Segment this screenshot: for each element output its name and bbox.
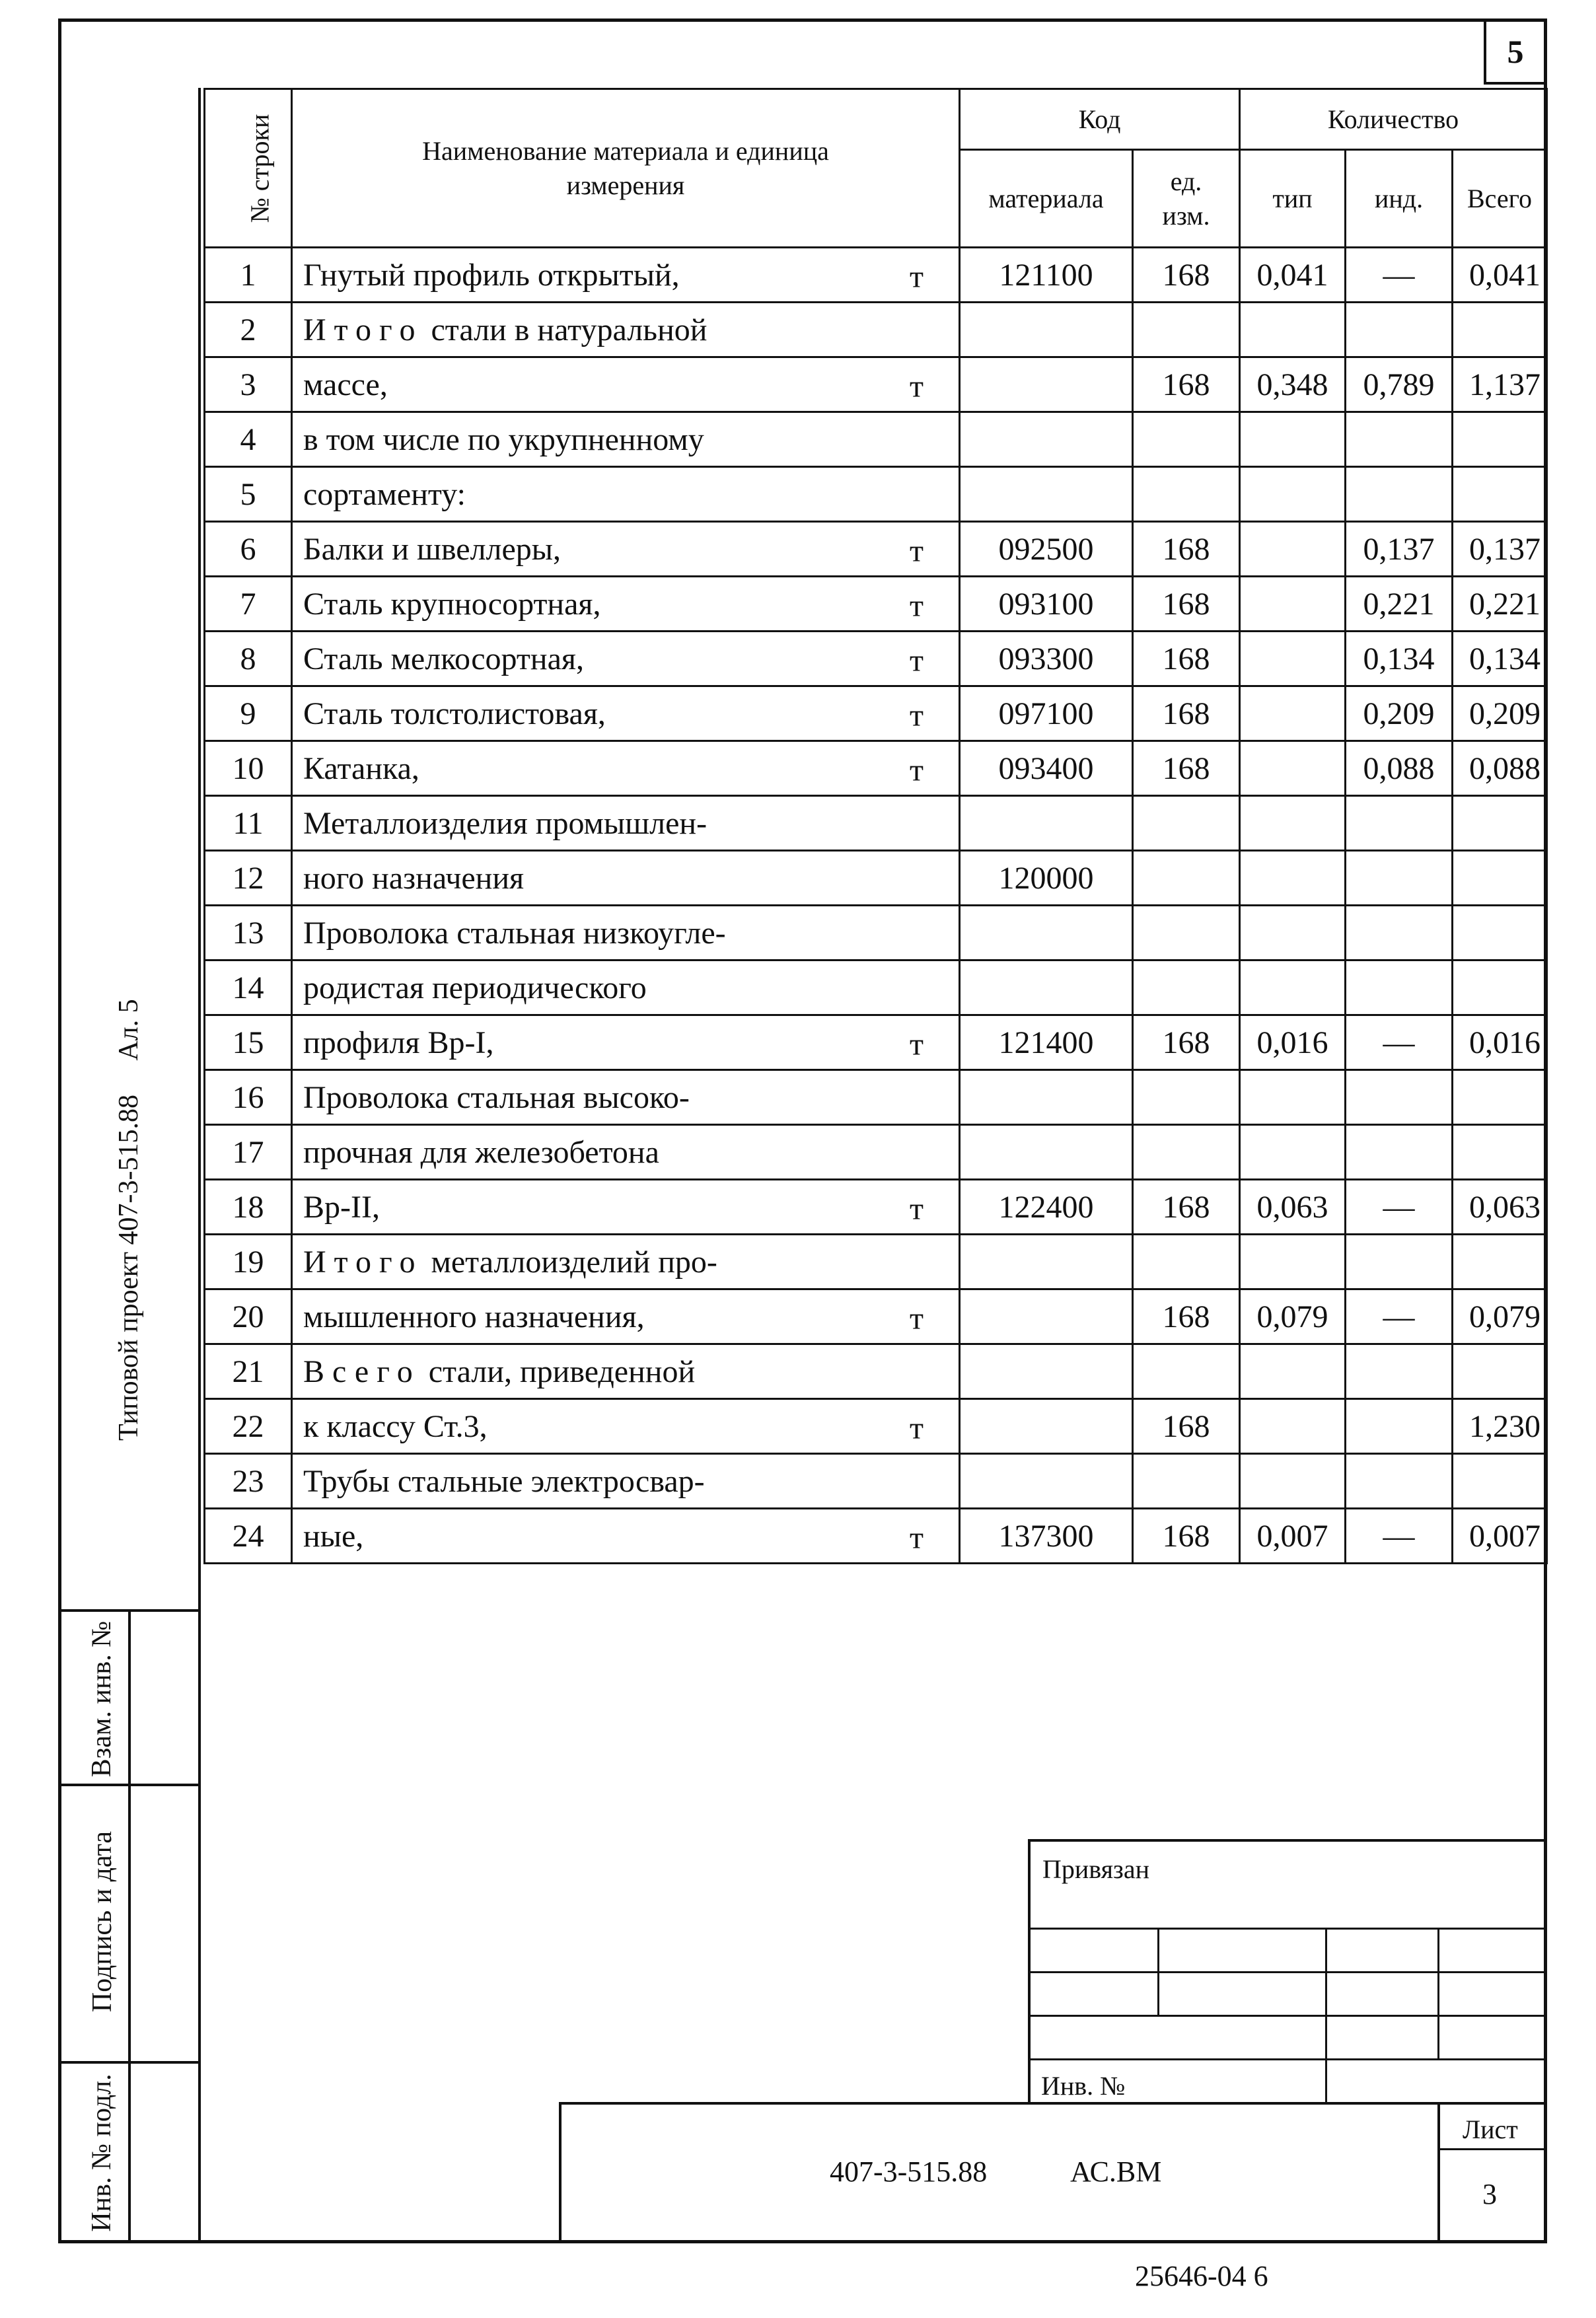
row-unit: т	[910, 698, 924, 733]
row-unit-code: 168	[1133, 522, 1240, 577]
row-qty-ind: —	[1346, 1289, 1453, 1344]
row-name: массе,	[303, 367, 388, 402]
row-qty-total	[1453, 467, 1547, 522]
row-qty-total: 0,137	[1453, 522, 1547, 577]
row-unit-code: 168	[1133, 357, 1240, 412]
margin-label-podpis: Подпись и дата	[87, 1830, 118, 2013]
row-name-cell	[292, 1509, 960, 1564]
table-row	[205, 577, 1547, 632]
row-qty-ind: —	[1346, 1509, 1453, 1564]
row-qty-total: 0,221	[1453, 577, 1547, 632]
row-number: 24	[205, 1509, 292, 1564]
row-qty-ind: 0,209	[1346, 686, 1453, 741]
row-material-code	[960, 303, 1133, 357]
row-material-code: 093300	[960, 632, 1133, 686]
row-unit-code	[1133, 906, 1240, 960]
row-name-cell	[292, 632, 960, 686]
row-qty-ind: 0,221	[1346, 577, 1453, 632]
row-unit-code: 168	[1133, 1289, 1240, 1344]
row-material-code: 097100	[960, 686, 1133, 741]
margin-inner-divider	[128, 1612, 131, 2241]
row-name-spaced: Всего	[303, 1354, 421, 1389]
row-name-cell	[292, 1070, 960, 1125]
row-material-code	[960, 1399, 1133, 1454]
row-qty-total: 0,209	[1453, 686, 1547, 741]
table-row	[205, 303, 1547, 357]
row-unit: т	[910, 1410, 924, 1446]
row-name-cell	[292, 1235, 960, 1289]
row-qty-total: 1,230	[1453, 1399, 1547, 1454]
row-unit-code: 168	[1133, 686, 1240, 741]
row-number: 18	[205, 1180, 292, 1235]
row-number: 9	[205, 686, 292, 741]
table-row	[205, 522, 1547, 577]
table-row	[205, 1454, 1547, 1509]
row-name: Гнутый профиль открытый,	[303, 257, 680, 293]
row-qty-ind	[1346, 1235, 1453, 1289]
row-unit-code: 168	[1133, 577, 1240, 632]
row-qty-ind	[1346, 1125, 1453, 1180]
table-row	[205, 1015, 1547, 1070]
row-name: Сталь мелкосортная,	[303, 641, 584, 676]
row-material-code: 122400	[960, 1180, 1133, 1235]
row-unit-code: 168	[1133, 741, 1240, 796]
row-name: в том числе по укрупненному	[303, 421, 704, 457]
row-qty-tip	[1240, 577, 1346, 632]
row-unit: т	[910, 752, 924, 788]
stamp-line	[1028, 2015, 1546, 2017]
row-number: 11	[205, 796, 292, 851]
row-name-cell	[292, 522, 960, 577]
row-unit-code: 168	[1133, 632, 1240, 686]
row-name-spaced: Итого	[303, 1244, 423, 1280]
row-qty-ind: 0,137	[1346, 522, 1453, 577]
row-qty-total	[1453, 1070, 1547, 1125]
row-qty-total: 0,088	[1453, 741, 1547, 796]
row-qty-total: 0,016	[1453, 1015, 1547, 1070]
stamp-inv-no: Инв. №	[1041, 2071, 1126, 2101]
side-project-text: Типовой проект 407-3-515.88	[114, 1095, 144, 1441]
row-unit-code: 168	[1133, 1015, 1240, 1070]
row-name-cell	[292, 1289, 960, 1344]
row-name-cell	[292, 577, 960, 632]
row-qty-tip: 0,348	[1240, 357, 1346, 412]
table-row	[205, 960, 1547, 1015]
row-qty-tip	[1240, 1070, 1346, 1125]
row-unit-code	[1133, 1454, 1240, 1509]
row-qty-tip	[1240, 1125, 1346, 1180]
row-name-cell	[292, 1344, 960, 1399]
stamp-line	[1437, 2148, 1546, 2150]
row-name: Металлоизделия промышлен-	[303, 805, 707, 841]
row-qty-ind	[1346, 1070, 1453, 1125]
row-qty-tip	[1240, 303, 1346, 357]
table-row	[205, 686, 1547, 741]
row-qty-total: 1,137	[1453, 357, 1547, 412]
row-number: 21	[205, 1344, 292, 1399]
row-qty-total: 0,041	[1453, 248, 1547, 303]
table-row	[205, 1399, 1547, 1454]
row-material-code	[960, 412, 1133, 467]
row-material-code	[960, 960, 1133, 1015]
row-name-cell	[292, 1454, 960, 1509]
stamp-line	[1437, 1928, 1439, 2058]
row-unit: т	[910, 1301, 924, 1336]
table-row	[205, 796, 1547, 851]
margin-label-vzam: Взам. инв. №	[87, 1620, 117, 1778]
row-number: 16	[205, 1070, 292, 1125]
margin-hline-3	[61, 2061, 200, 2064]
row-material-code: 137300	[960, 1509, 1133, 1564]
row-qty-tip	[1240, 906, 1346, 960]
row-number: 5	[205, 467, 292, 522]
table-row	[205, 467, 1547, 522]
row-name: Балки и швеллеры,	[303, 531, 562, 567]
row-name: Вр-II,	[303, 1189, 380, 1225]
margin-label-inv-podl: Инв. № подл.	[87, 2074, 117, 2232]
row-material-code	[960, 1070, 1133, 1125]
stamp-list-value: 3	[1482, 2178, 1497, 2210]
row-qty-total: 0,079	[1453, 1289, 1547, 1344]
row-name-cell	[292, 357, 960, 412]
row-material-code: 093100	[960, 577, 1133, 632]
row-qty-ind	[1346, 303, 1453, 357]
row-name-cell	[292, 248, 960, 303]
row-unit: т	[910, 1520, 924, 1556]
row-qty-tip	[1240, 796, 1346, 851]
row-number: 17	[205, 1125, 292, 1180]
row-qty-tip	[1240, 851, 1346, 906]
row-unit-code	[1133, 1235, 1240, 1289]
row-qty-total	[1453, 960, 1547, 1015]
row-qty-tip	[1240, 741, 1346, 796]
row-qty-tip: 0,079	[1240, 1289, 1346, 1344]
row-qty-tip: 0,007	[1240, 1509, 1346, 1564]
header-tip: тип	[1240, 150, 1346, 248]
row-qty-total	[1453, 906, 1547, 960]
margin-hline-2	[61, 1784, 200, 1786]
row-name: ного назначения	[303, 860, 525, 896]
row-number: 23	[205, 1454, 292, 1509]
row-qty-ind	[1346, 1344, 1453, 1399]
stamp-line	[559, 2102, 562, 2242]
row-number: 6	[205, 522, 292, 577]
row-material-code	[960, 1289, 1133, 1344]
row-material-code: 093400	[960, 741, 1133, 796]
row-qty-total	[1453, 1454, 1547, 1509]
row-name: ные,	[303, 1518, 364, 1554]
row-qty-total	[1453, 796, 1547, 851]
table-row	[205, 1289, 1547, 1344]
row-name-cell	[292, 1015, 960, 1070]
row-qty-total	[1453, 412, 1547, 467]
stamp-list-label: Лист	[1463, 2115, 1518, 2144]
row-qty-tip	[1240, 412, 1346, 467]
row-qty-tip	[1240, 522, 1346, 577]
row-material-code	[960, 1454, 1133, 1509]
row-unit-code	[1133, 1125, 1240, 1180]
row-name: профиля Вр-I,	[303, 1025, 494, 1060]
materials-table	[203, 88, 1548, 1564]
row-unit-code: 168	[1133, 1399, 1240, 1454]
row-qty-tip	[1240, 1454, 1346, 1509]
row-name-cell	[292, 1180, 960, 1235]
row-number: 22	[205, 1399, 292, 1454]
row-qty-total	[1453, 1125, 1547, 1180]
row-unit-code: 168	[1133, 248, 1240, 303]
table-row	[205, 1235, 1547, 1289]
row-unit: т	[910, 588, 924, 624]
row-name-rest: стали в натуральной	[423, 312, 707, 347]
row-name-cell	[292, 467, 960, 522]
row-number: 10	[205, 741, 292, 796]
row-name-cell	[292, 906, 960, 960]
row-qty-tip	[1240, 960, 1346, 1015]
row-qty-total	[1453, 851, 1547, 906]
table-row	[205, 741, 1547, 796]
row-unit-code	[1133, 1344, 1240, 1399]
row-unit-code	[1133, 796, 1240, 851]
row-number: 8	[205, 632, 292, 686]
row-qty-ind: 0,088	[1346, 741, 1453, 796]
row-unit-code: 168	[1133, 1180, 1240, 1235]
header-material: материала	[960, 150, 1133, 248]
row-qty-tip	[1240, 632, 1346, 686]
row-qty-tip	[1240, 467, 1346, 522]
row-unit: т	[910, 643, 924, 678]
row-qty-total: 0,063	[1453, 1180, 1547, 1235]
margin-hline-1	[61, 1609, 200, 1612]
row-name: Сталь толстолистовая,	[303, 696, 606, 731]
table-row	[205, 1344, 1547, 1399]
stamp-line	[1028, 1839, 1546, 1842]
row-unit: т	[910, 533, 924, 569]
row-name-spaced: Итого	[303, 312, 423, 347]
row-material-code: 092500	[960, 522, 1133, 577]
header-kod: Код	[960, 89, 1240, 150]
table-row	[205, 1070, 1547, 1125]
row-name: к классу Ст.3,	[303, 1408, 488, 1444]
row-name: Трубы стальные электросвар-	[303, 1463, 705, 1499]
row-name: Проволока стальная высоко-	[303, 1079, 690, 1115]
row-qty-ind: —	[1346, 248, 1453, 303]
header-ed-izm: ед. изм.	[1133, 150, 1240, 248]
stamp-privyazan: Привязан	[1042, 1854, 1150, 1884]
table-row	[205, 632, 1547, 686]
stamp-doc-code: 407-3-515.88	[830, 2155, 988, 2188]
row-name: Сталь крупносортная,	[303, 586, 601, 622]
row-qty-ind: —	[1346, 1180, 1453, 1235]
stamp-line	[559, 2102, 1546, 2105]
row-number: 3	[205, 357, 292, 412]
row-qty-ind	[1346, 851, 1453, 906]
row-qty-total	[1453, 1235, 1547, 1289]
row-material-code	[960, 1125, 1133, 1180]
table-row	[205, 412, 1547, 467]
row-qty-ind	[1346, 1399, 1453, 1454]
table-row	[205, 851, 1547, 906]
header-ind: инд.	[1346, 150, 1453, 248]
header-kolichestvo: Количество	[1240, 89, 1547, 150]
row-unit-code	[1133, 467, 1240, 522]
row-number: 19	[205, 1235, 292, 1289]
row-qty-tip: 0,016	[1240, 1015, 1346, 1070]
row-number: 7	[205, 577, 292, 632]
side-album-text: Ал. 5	[114, 999, 144, 1061]
row-unit-code	[1133, 851, 1240, 906]
row-qty-tip: 0,063	[1240, 1180, 1346, 1235]
stamp-line	[1028, 2058, 1546, 2060]
row-name: прочная для железобетона	[303, 1134, 659, 1170]
row-material-code	[960, 467, 1133, 522]
margin-divider	[198, 88, 201, 2241]
row-name-cell	[292, 1125, 960, 1180]
row-name-cell	[292, 851, 960, 906]
row-name: Проволока стальная низкоугле-	[303, 915, 726, 951]
stamp-line	[1028, 1928, 1546, 1930]
row-qty-ind: —	[1346, 1015, 1453, 1070]
row-name: Катанка,	[303, 750, 419, 786]
row-material-code	[960, 906, 1133, 960]
row-number: 20	[205, 1289, 292, 1344]
row-name-cell	[292, 412, 960, 467]
row-qty-total	[1453, 303, 1547, 357]
row-qty-ind	[1346, 796, 1453, 851]
stamp-line	[1325, 1928, 1327, 2103]
row-unit: т	[910, 1191, 924, 1227]
row-qty-ind	[1346, 1454, 1453, 1509]
row-name: мышленного назначения,	[303, 1299, 645, 1334]
row-qty-ind: 0,134	[1346, 632, 1453, 686]
page-number: 5	[1484, 21, 1544, 85]
header-name: Наименование материала и единица измерения	[292, 89, 960, 248]
row-unit-code	[1133, 960, 1240, 1015]
row-number: 2	[205, 303, 292, 357]
row-qty-ind	[1346, 906, 1453, 960]
row-material-code	[960, 357, 1133, 412]
row-qty-ind: 0,789	[1346, 357, 1453, 412]
row-unit-code	[1133, 412, 1240, 467]
header-vsego: Всего	[1453, 150, 1547, 248]
row-material-code: 120000	[960, 851, 1133, 906]
row-material-code: 121100	[960, 248, 1133, 303]
table-row	[205, 248, 1547, 303]
row-unit-code: 168	[1133, 1509, 1240, 1564]
row-number: 15	[205, 1015, 292, 1070]
row-qty-tip	[1240, 1399, 1346, 1454]
stamp-line	[1437, 2102, 1440, 2242]
row-qty-total: 0,007	[1453, 1509, 1547, 1564]
row-unit-code	[1133, 303, 1240, 357]
row-unit: т	[910, 259, 924, 295]
row-material-code	[960, 796, 1133, 851]
row-name-cell	[292, 686, 960, 741]
row-name-cell	[292, 1399, 960, 1454]
row-qty-ind	[1346, 960, 1453, 1015]
row-name-cell	[292, 960, 960, 1015]
row-qty-ind	[1346, 467, 1453, 522]
row-name-rest: стали, приведенной	[420, 1354, 696, 1389]
row-number: 12	[205, 851, 292, 906]
row-material-code	[960, 1235, 1133, 1289]
row-number: 14	[205, 960, 292, 1015]
row-qty-tip: 0,041	[1240, 248, 1346, 303]
row-unit-code	[1133, 1070, 1240, 1125]
row-qty-total: 0,134	[1453, 632, 1547, 686]
table-row	[205, 906, 1547, 960]
side-album-label	[113, 987, 145, 1073]
row-number: 4	[205, 412, 292, 467]
stamp-line	[1028, 1971, 1546, 1973]
row-qty-ind	[1346, 412, 1453, 467]
row-name-cell	[292, 796, 960, 851]
row-number: 13	[205, 906, 292, 960]
row-qty-tip	[1240, 686, 1346, 741]
row-name-rest: металлоизделий про-	[423, 1244, 717, 1280]
row-qty-total	[1453, 1344, 1547, 1399]
row-name-cell	[292, 741, 960, 796]
stamp-line	[1157, 1928, 1159, 2015]
header-row-no: № строки	[205, 89, 292, 248]
row-qty-tip	[1240, 1235, 1346, 1289]
row-material-code: 121400	[960, 1015, 1133, 1070]
table-row	[205, 1509, 1547, 1564]
row-material-code	[960, 1344, 1133, 1399]
table-row	[205, 1180, 1547, 1235]
row-name-cell	[292, 303, 960, 357]
stamp-doc-mark: АС.ВМ	[1070, 2155, 1162, 2188]
row-name: родистая периодического	[303, 970, 647, 1005]
table-row	[205, 357, 1547, 412]
table-row	[205, 1125, 1547, 1180]
footer-code: 25646-04 6	[1135, 2260, 1268, 2292]
row-name: сортаменту:	[303, 476, 466, 512]
row-qty-tip	[1240, 1344, 1346, 1399]
row-number: 1	[205, 248, 292, 303]
side-project-label	[113, 1060, 145, 1476]
row-unit: т	[910, 1027, 924, 1062]
row-unit: т	[910, 369, 924, 404]
